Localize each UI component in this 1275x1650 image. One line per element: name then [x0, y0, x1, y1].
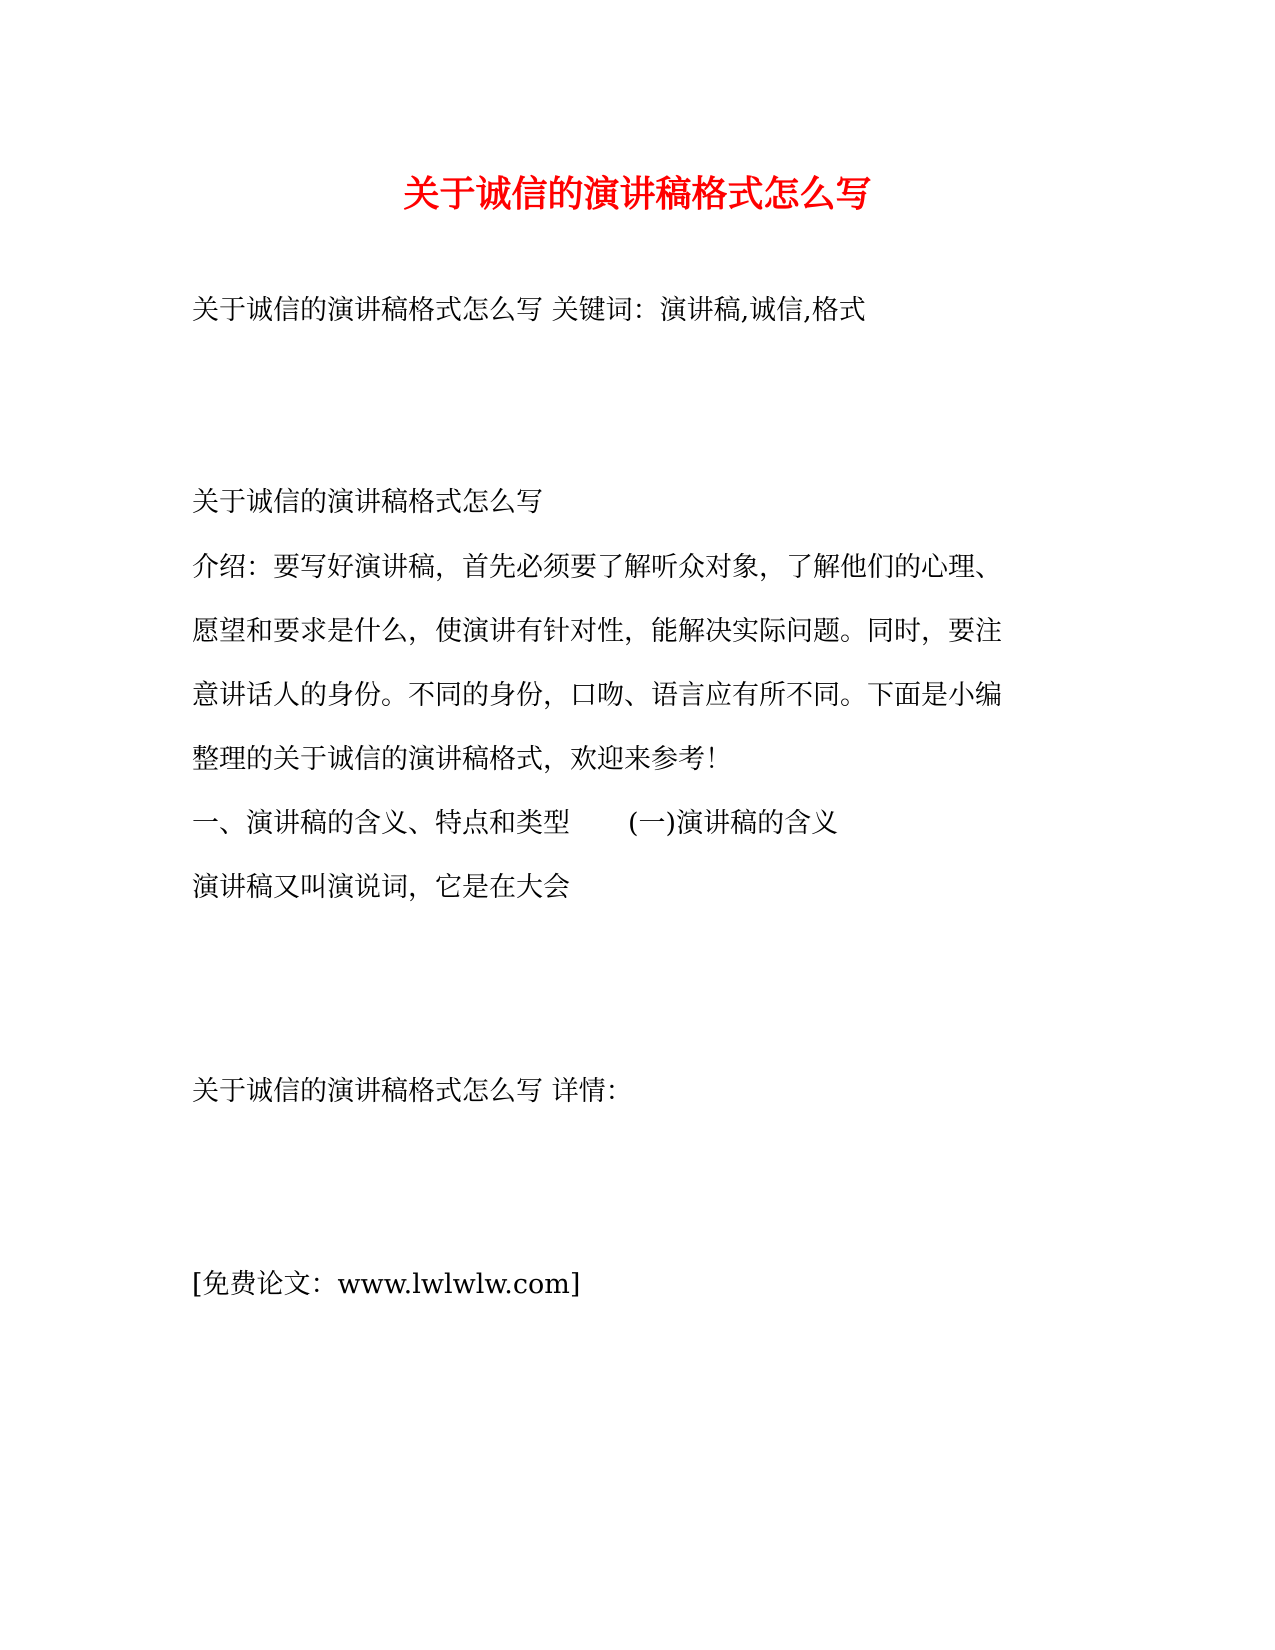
body-paragraph: [192, 551, 1072, 935]
detail-label: 详情：: [551, 1076, 633, 1107]
keywords-subject: 关于诚信的演讲稿格式怎么写: [192, 295, 543, 326]
section-title: 关于诚信的演讲稿格式怎么写: [192, 487, 543, 518]
keywords-label: 关键词：: [551, 295, 660, 326]
keywords-value: 演讲稿,诚信,格式: [659, 295, 866, 326]
body-line: 整理的关于诚信的演讲稿格式，欢迎来参考！: [192, 744, 732, 775]
heading-line: [192, 807, 1072, 871]
definition-line: 演讲稿又叫演说词，它是在大会: [192, 872, 570, 903]
body-line: 意讲话人的身份。不同的身份，口吻、语言应有所不同。下面是小编: [192, 680, 1002, 711]
keywords-line: [192, 294, 866, 328]
heading-part-2: (一)演讲稿的含义: [628, 808, 839, 839]
page-title: 关于诚信的演讲稿格式怎么写: [403, 173, 872, 215]
body-line: 介绍：要写好演讲稿，首先必须要了解听众对象，了解他们的心理、: [192, 552, 1002, 583]
body-line: 愿望和要求是什么，使演讲有针对性，能解决实际问题。同时，要注: [192, 616, 1002, 647]
source-line: [免费论文：www.lwlwlw.com]: [192, 1269, 581, 1300]
heading-part-1: 一、演讲稿的含义、特点和类型: [192, 808, 570, 839]
detail-line: [192, 1075, 633, 1109]
detail-subject: 关于诚信的演讲稿格式怎么写: [192, 1076, 543, 1107]
